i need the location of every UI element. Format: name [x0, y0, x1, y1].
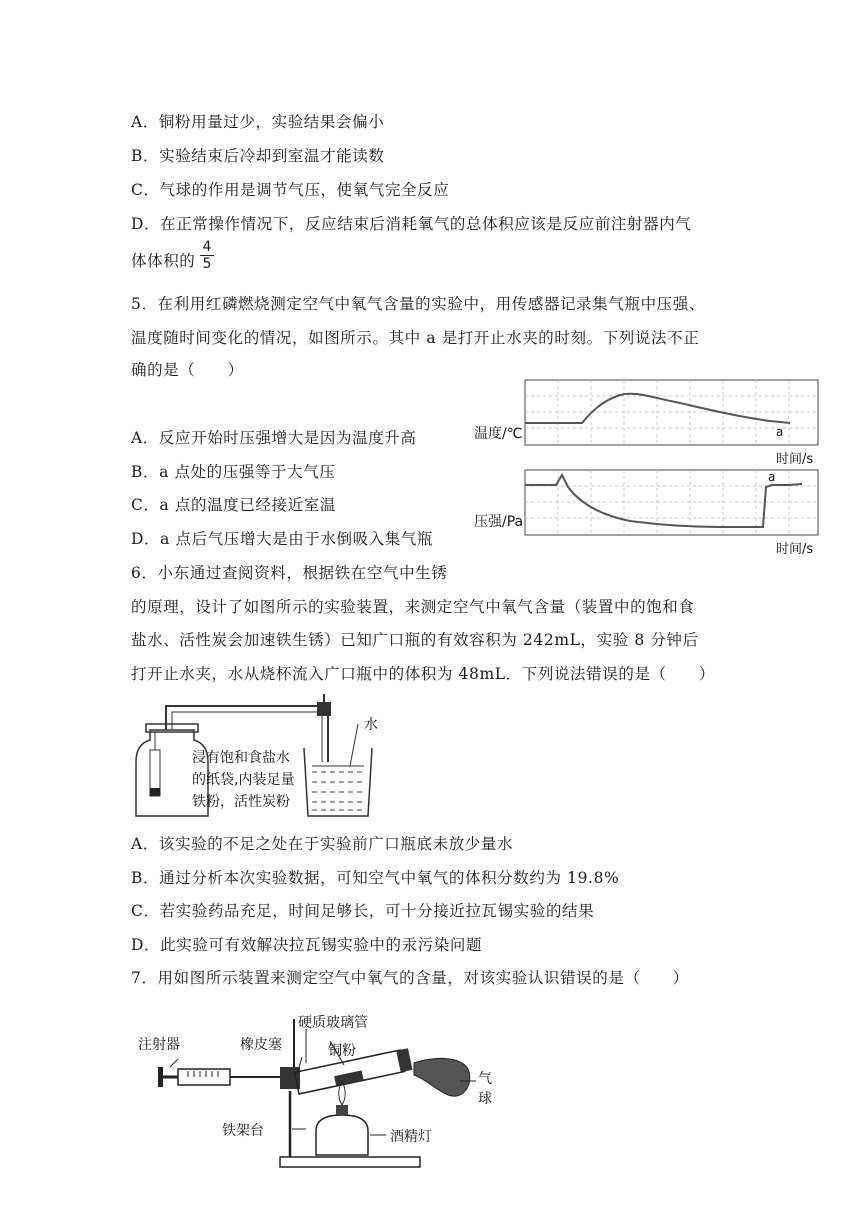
temperature-chart — [470, 375, 825, 467]
q6-option-a: A．该实验的不足之处在于实验前广口瓶底未放少量水 — [131, 835, 514, 853]
q7-stem: 7．用如图所示装置来测定空气中氧气的含量，对该实验认识错误的是（ ） — [131, 969, 689, 987]
q5-stem-line-1: 5．在利用红磷燃烧测定空气中氧气含量的实验中，用传感器记录集气瓶中压强、 — [131, 295, 705, 313]
fraction-numerator: 4 — [202, 239, 212, 255]
q6-stem-line-3: 盐水、活性炭会加速铁生锈）已知广口瓶的有效容积为 242mL，实验 8 分钟后 — [131, 631, 699, 649]
rubber-stopper-label: 橡皮塞 — [240, 1037, 282, 1053]
temperature-marker-a: a — [776, 425, 784, 439]
q4-option-a: A．铜粉用量过少，实验结果会偏小 — [131, 113, 385, 131]
q6-stem-line-1: 6．小东通过查阅资料，根据铁在空气中生锈 — [131, 564, 448, 582]
q5-option-d: D．a 点后气压增大是由于水倒吸入集气瓶 — [131, 530, 434, 548]
q5-stem-line-2: 温度随时间变化的情况，如图所示。其中 a 是打开止水夹的时刻。下列说法不正 — [131, 329, 700, 347]
q5-stem-line-3: 确的是（ ） — [131, 361, 244, 379]
pressure-marker-a: a — [768, 470, 776, 484]
syringe-label: 注射器 — [138, 1037, 180, 1053]
q6-stem-line-2: 的原理，设计了如图所示的实验装置，来测定空气中氧气含量（装置中的饱和食 — [131, 598, 695, 616]
copper-powder-label: 铜粉 — [328, 1043, 356, 1059]
pressure-axis-label: 压强/Pa — [474, 514, 524, 530]
q6-option-b: B．通过分析本次实验数据，可知空气中氧气的体积分数约为 19.8% — [131, 869, 620, 887]
balloon-label-line-1: 气 — [478, 1071, 492, 1087]
q5-option-a: A．反应开始时压强增大是因为温度升高 — [131, 429, 417, 447]
temperature-axis-label: 温度/℃ — [474, 426, 523, 442]
bag-description-line-2: 的纸袋,内装足量 — [192, 772, 295, 788]
q4-option-c: C．气球的作用是调节气压，使氧气完全反应 — [131, 181, 450, 199]
q4-option-d-continued: 体体积的 — [131, 252, 196, 270]
q4-option-b: B．实验结束后冷却到室温才能读数 — [131, 147, 385, 165]
q5-option-b: B．a 点处的压强等于大气压 — [131, 463, 336, 481]
q6-stem-line-4: 打开止水夹，水从烧杯流入广口瓶中的体积为 48mL．下列说法错误的是（ ） — [131, 665, 715, 683]
alcohol-lamp-label: 酒精灯 — [390, 1129, 432, 1145]
temperature-time-label: 时间/s — [776, 452, 814, 467]
iron-stand-label: 铁架台 — [222, 1123, 264, 1139]
pressure-time-label: 时间/s — [776, 542, 814, 557]
bag-description-line-3: 铁粉，活性炭粉 — [192, 794, 290, 810]
fraction-four-fifths — [200, 240, 214, 271]
q6-option-d: D．此实验可有效解决拉瓦锡实验中的汞污染问题 — [131, 936, 483, 954]
q5-option-c: C．a 点的温度已经接近室温 — [131, 496, 336, 514]
water-label: 水 — [364, 717, 378, 733]
q4-option-d: D．在正常操作情况下，反应结束后消耗氧气的总体积应该是反应前注射器内气 — [131, 215, 692, 233]
glass-tube-label: 硬质玻璃管 — [298, 1015, 368, 1031]
pressure-chart — [470, 465, 825, 557]
bag-description-line-1: 浸有饱和食盐水 — [192, 750, 290, 766]
fraction-denominator: 5 — [202, 256, 212, 272]
q6-option-c: C．若实验药品充足，时间足够长，可十分接近拉瓦锡实验的结果 — [131, 902, 595, 920]
balloon-label-line-2: 球 — [478, 1091, 492, 1107]
